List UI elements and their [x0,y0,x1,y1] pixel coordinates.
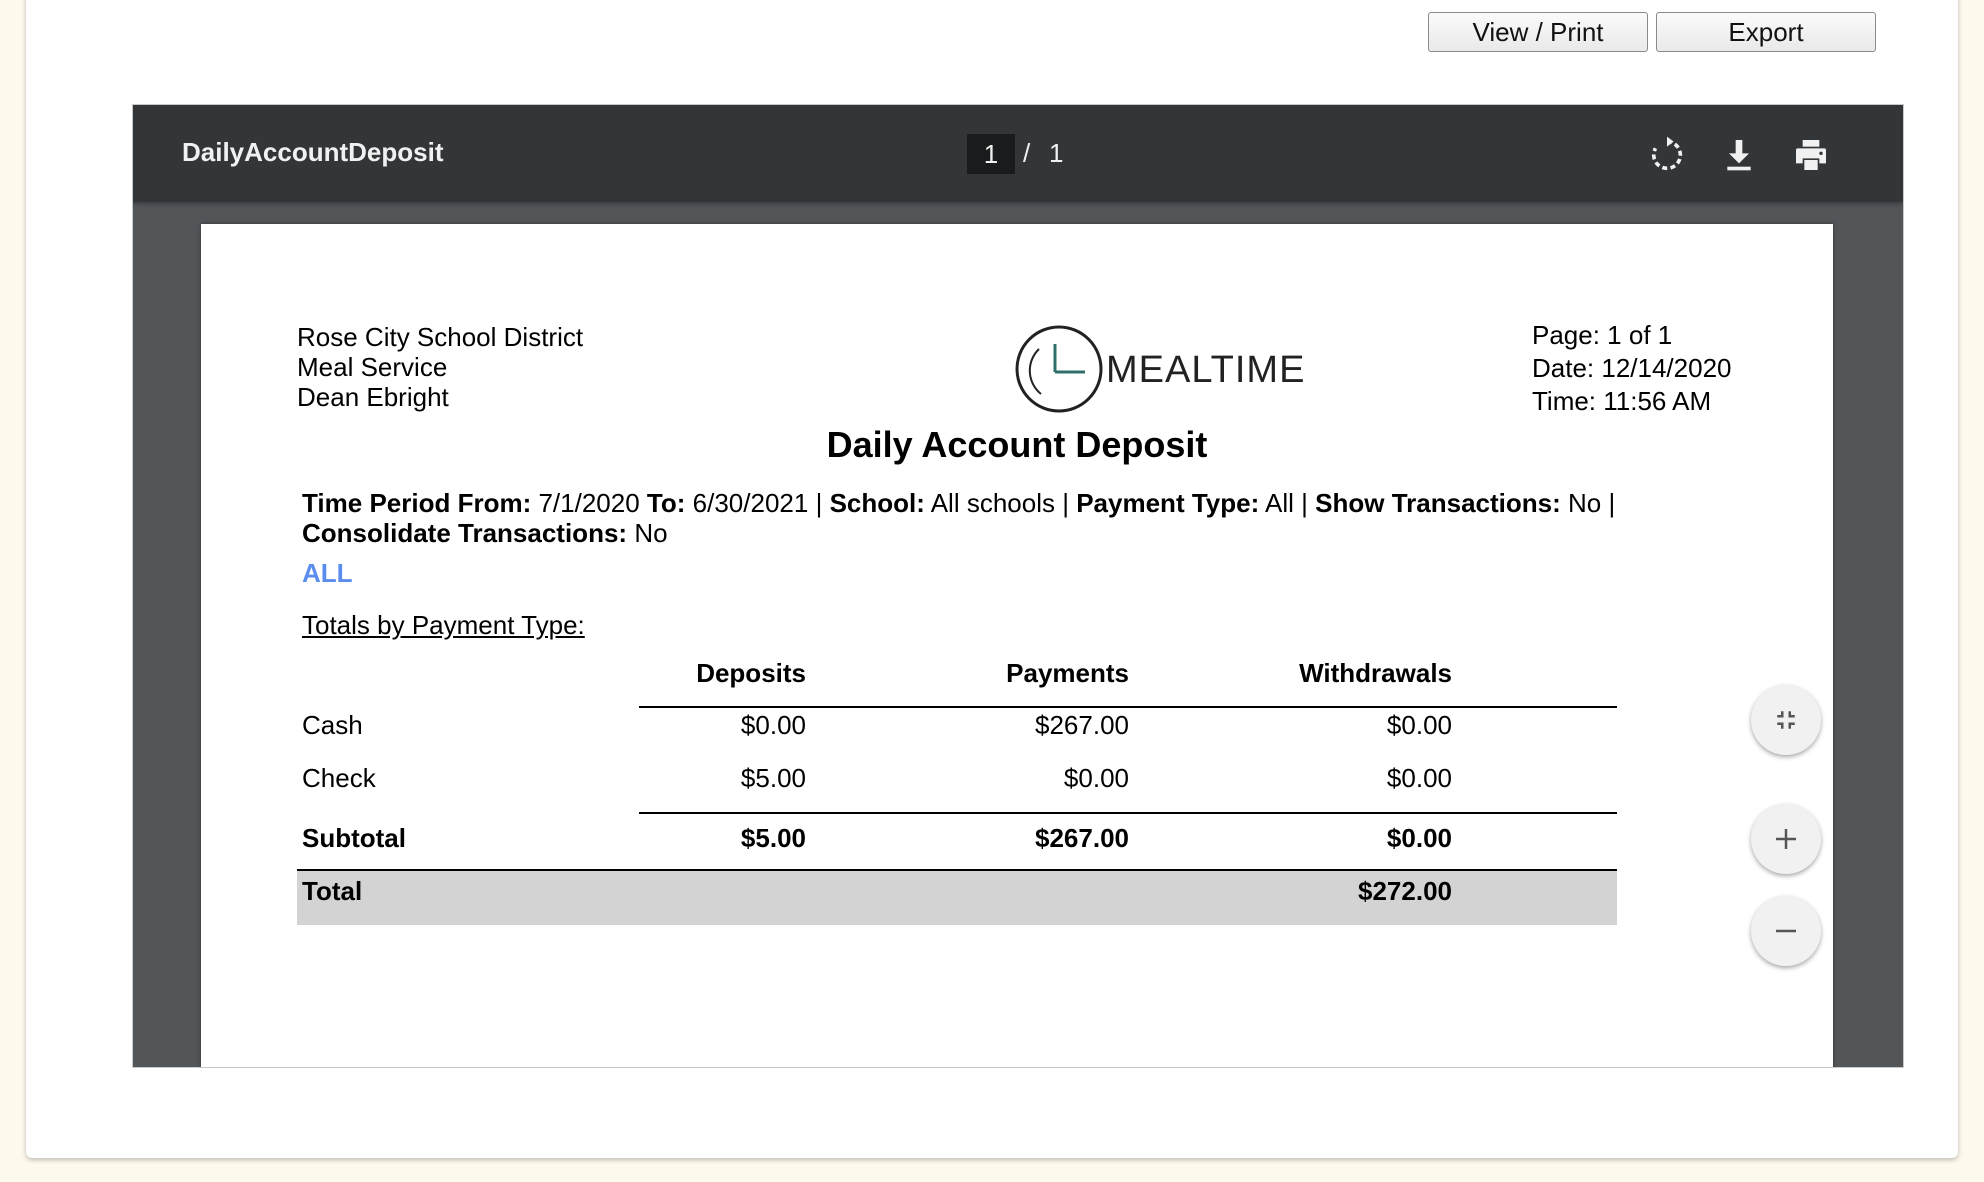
document-title: DailyAccountDeposit [182,137,444,167]
param-separator: | [1608,488,1616,518]
param-label: Time Period From: [302,488,532,518]
header-rule [639,706,1617,708]
param-label: School: [829,488,925,518]
param-label: Payment Type: [1076,488,1260,518]
zoom-in-button[interactable] [1751,804,1821,874]
user-name: Dean Ebright [297,382,449,412]
page-info: Page: 1 of 1 [1532,320,1673,350]
param-value: 7/1/2020 [538,488,640,518]
cell-subtotal-deposits: $5.00 [740,823,806,853]
download-icon[interactable] [1719,135,1759,175]
totals-section-label: Totals by Payment Type: [302,610,585,640]
fit-page-button[interactable] [1751,685,1821,755]
report-parameters [302,488,1702,548]
cell-subtotal-payments: $267.00 [1035,823,1129,853]
cell-check-deposits: $5.00 [740,763,806,793]
total-pages: 1 [1049,138,1064,168]
param-value: 6/30/2021 [692,488,809,518]
report-date: Date: 12/14/2020 [1532,353,1732,383]
zoom-out-icon [1771,916,1801,946]
cell-check-payments: $0.00 [1063,763,1129,793]
total-rule [297,869,1617,871]
cell-check-withdrawals: $0.00 [1386,763,1452,793]
row-label-subtotal: Subtotal [302,823,406,853]
column-header-withdrawals: Withdrawals [1299,658,1452,688]
group-link-all[interactable]: ALL [302,558,353,588]
print-icon[interactable] [1791,135,1831,175]
cell-total-amount: $272.00 [1358,876,1452,906]
param-label: To: [646,488,686,518]
report-title: Daily Account Deposit [826,424,1208,465]
param-label: Consolidate Transactions: [302,518,628,548]
param-separator: | [1062,488,1069,518]
param-separator: | [1301,488,1308,518]
cell-cash-payments: $267.00 [1035,710,1129,740]
cell-cash-withdrawals: $0.00 [1386,710,1452,740]
param-value: All [1265,488,1294,518]
district-name: Rose City School District [297,322,584,352]
viewer-toolbar [133,105,1903,202]
row-label-check: Check [302,763,376,793]
report-meta [1532,319,1732,418]
param-value: No [1568,488,1602,518]
logo-wordmark: MEALTIME [1106,349,1306,391]
column-header-payments: Payments [1006,658,1129,688]
row-label-total: Total [302,876,363,906]
row-label-cash: Cash [302,710,363,740]
report-card [26,0,1958,1158]
column-header-deposits: Deposits [696,658,806,688]
param-value: No [634,518,668,548]
export-button[interactable]: Export [1656,12,1876,52]
view-print-button[interactable]: View / Print [1428,12,1648,52]
param-value: All schools [930,488,1055,518]
department-name: Meal Service [297,352,448,382]
cell-cash-deposits: $0.00 [740,710,806,740]
current-page-input[interactable]: 1 [967,134,1015,174]
fit-page-icon [1771,705,1801,735]
report-time: Time: 11:56 AM [1532,386,1712,416]
organization-info [297,322,583,412]
report-page [201,224,1833,1068]
pdf-viewer [132,104,1904,1068]
zoom-out-button[interactable] [1751,896,1821,966]
rotate-icon[interactable] [1647,135,1687,175]
page-separator: / [1023,138,1031,168]
cell-subtotal-withdrawals: $0.00 [1386,823,1452,853]
param-label: Show Transactions: [1315,488,1561,518]
zoom-in-icon [1771,824,1801,854]
subtotal-rule [639,812,1617,814]
param-separator: | [815,488,823,518]
